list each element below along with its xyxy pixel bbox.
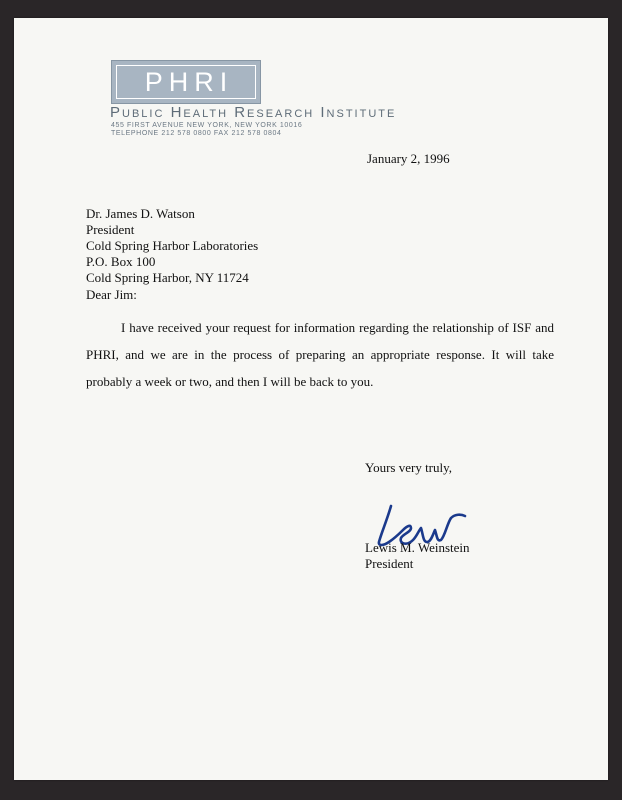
closing: Yours very truly, <box>365 460 453 475</box>
addressee-pobox: P.O. Box 100 <box>86 254 156 269</box>
signer-block <box>365 540 470 572</box>
addressee-name: Dr. James D. Watson <box>86 206 195 221</box>
logo-text: PHRI <box>144 66 234 97</box>
letter-date: January 2, 1996 <box>367 151 450 166</box>
phri-logo <box>111 60 261 104</box>
letter-body: I have received your request for information regarding the relationship of ISF and PHRI, and we are in the process of preparing an appropriate response. It will take probably a week or two, and then I will be back to you. <box>86 320 554 389</box>
signer-name: Lewis M. Weinstein <box>365 540 470 555</box>
institute-address: 455 FIRST AVENUE NEW YORK, NEW YORK 10016 <box>111 122 303 129</box>
institute-phone: TELEPHONE 212 578 0800 FAX 212 578 0804 <box>111 130 282 137</box>
letter-page <box>14 18 608 780</box>
addressee-city: Cold Spring Harbor, NY 11724 <box>86 270 249 285</box>
addressee-block <box>86 206 258 286</box>
salutation: Dear Jim: <box>86 287 137 302</box>
signer-title: President <box>365 556 414 571</box>
addressee-org: Cold Spring Harbor Laboratories <box>86 238 259 253</box>
addressee-title: President <box>86 222 135 237</box>
institute-name: Public Health Research Institute <box>110 104 397 121</box>
